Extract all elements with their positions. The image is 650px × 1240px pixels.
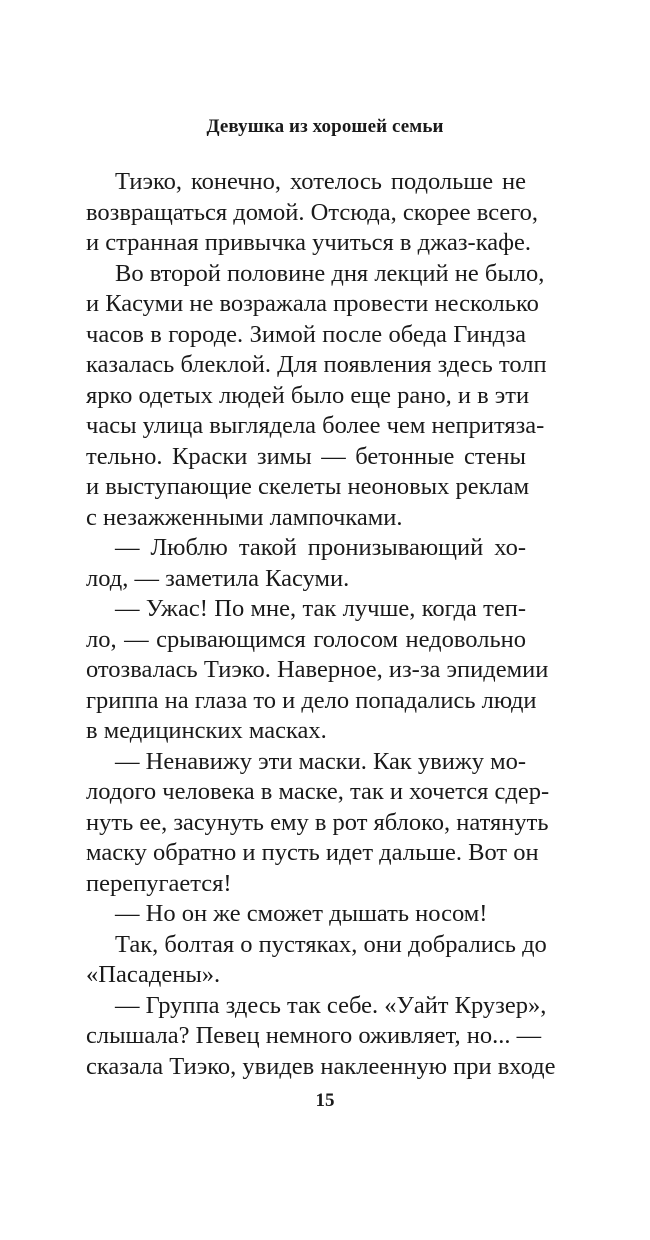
text-line: — Ужас! По мне, так лучше, когда теп- [115,595,526,622]
text-line: отозвалась Тиэко. Наверное, из-за эпидемии [86,656,549,683]
text-line: лодого человека в маске, так и хочется сдер- [86,778,550,805]
body-text [86,167,556,1082]
text-line: — Люблю такой пронизывающий хо- [115,534,526,561]
text-line: возвращаться домой. Отсюда, скорее всего, [86,198,539,226]
text-line: с незажженными лампочками. [86,503,403,531]
text-line: «Пасадены». [86,961,221,988]
text-line: лод, — заметила Касуми. [86,564,350,592]
text-line: ярко одетых людей было еще рано, и в эти [86,381,530,409]
running-head: Девушка из хорошей семьи [206,116,444,137]
text-line: Тиэко, конечно, хотелось подольше не [115,168,526,195]
text-line: маску обратно и пусть идет дальше. Вот он [86,839,539,866]
text-line: перепугается! [86,869,232,897]
text-line: тельно. Краски зимы — бетонные стены [86,442,526,470]
text-line: — Но он же сможет дышать носом! [115,900,488,927]
text-line: часы улица выглядела более чем непритяза- [86,412,545,439]
text-line: слышала? Певец немного оживляет, но... — [86,1022,542,1049]
text-line: ло, — срывающимся голосом недовольно [86,625,526,653]
page-number: 15 [315,1090,335,1111]
text-line: нуть ее, засунуть ему в рот яблоко, натянуть [86,808,549,836]
text-line: и Касуми не возражала провести несколько [86,290,539,317]
text-line: Так, болтая о пустяках, они добрались до [115,930,547,958]
text-line: гриппа на глаза то и дело попадались люди [86,686,537,714]
text-line: — Группа здесь так себе. «Уайт Крузер», [115,991,547,1019]
text-line: в медицинских масках. [86,717,327,744]
text-line: и выступающие скелеты неоновых реклам [86,473,530,500]
text-line: сказала Тиэко, увидев наклеенную при входе [86,1052,556,1080]
text-line: казалась блеклой. Для появления здесь толп [86,351,547,378]
text-line: часов в городе. Зимой после обеда Гиндза [86,320,526,348]
text-line: — Ненавижу эти маски. Как увижу мо- [115,747,527,775]
text-line: Во второй половине дня лекций не было, [115,259,545,287]
text-line: и странная привычка учиться в джаз-кафе. [86,229,531,256]
